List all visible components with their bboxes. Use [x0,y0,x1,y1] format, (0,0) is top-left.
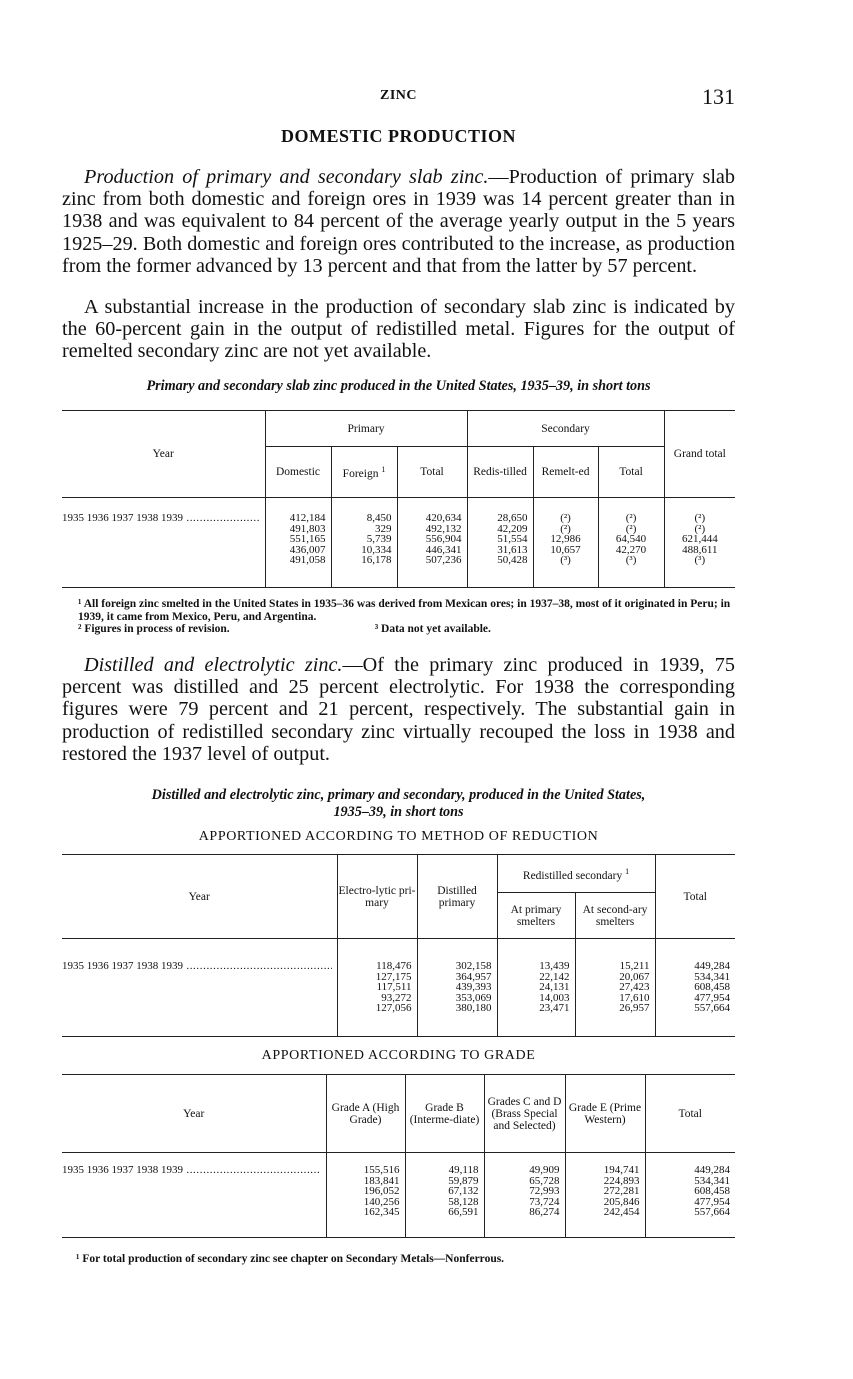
footnote-ref: 1 [381,465,386,475]
col-year: Year [183,1107,205,1120]
distilled-cells: 302,158 364,957 439,393 353,069 380,180 [417,939,497,1037]
col-grand-total: Grand total [664,411,735,498]
col-at-primary: At primary smelters [497,893,575,939]
paragraph-lead: Distilled and electrolytic zinc. [84,654,343,676]
col-primary-total: Total [397,447,467,498]
total-cells: 449,284 534,341 608,458 477,954 557,664 [655,939,735,1037]
col-grade-a: Grade A (High Grade) [326,1075,405,1153]
secondary-total-cells: (²) (²) 64,540 42,270 (³) [598,498,664,588]
year-cells: 1935 1936 1937 1938 1939 ..... [62,939,337,1037]
at-primary-cells: 13,439 22,142 24,131 14,003 23,471 [497,939,575,1037]
paragraph-text: —Of the primary zinc produced in 1939, 75 percent was distilled and 25 percent electrolytic. For 1938 the corresponding figures were 79 percent and 21 percent, respectively. The substantial gain in production of redistilled secondary zinc virtually recouped the loss in 1938 and restored the 1937 level of output. [62,654,735,765]
col-secondary-total: Total [598,447,664,498]
domestic-cells: 412,184 491,803 551,165 436,007 491,058 [265,498,331,588]
grand-total-cells: (²) (²) 621,444 488,611 (³) [664,498,735,588]
grade-a-cells: 155,516 183,841 196,052 140,256 162,345 [326,1153,405,1238]
at-secondary-cells: 15,211 20,067 27,423 17,610 26,957 [575,939,655,1037]
col-electrolytic: Electro-lytic pri-mary [337,855,417,939]
year-cells: 1935 1936 1937 1938 1939 ..... [62,1153,326,1238]
col-grade-b: Grade B (Interme-diate) [405,1075,484,1153]
col-at-secondary: At second-ary smelters [575,893,655,939]
col-year: Year [188,890,210,903]
table-grade [62,1074,735,1238]
grade-e-cells: 194,741 224,893 272,281 205,846 242,454 [565,1153,645,1238]
grade-b-cells: 49,118 59,879 67,132 58,128 66,591 [405,1153,484,1238]
running-title: ZINC [379,88,417,103]
caption-line: Distilled and electrolytic zinc, primary and secondary, produced in the United States, [151,787,646,803]
col-group-redistilled: Redistilled secondary $^1$ [497,855,655,893]
table3-subtitle: APPORTIONED ACCORDING TO GRADE [261,1048,536,1063]
section-title: DOMESTIC PRODUCTION [280,126,517,146]
table1-caption: Primary and secondary slab zinc produced in the United States, 1935–39, in short tons [146,378,651,394]
table2-caption [62,787,735,821]
paragraph-lead: Production of primary and secondary slab zinc. [84,166,489,188]
year-cells: 1935 1936 1937 1938 1939 ..... [62,498,265,588]
footnote-2: ² Figures in process of revision. [78,623,230,635]
footnote-3: ³ Data not yet available. [374,623,491,635]
paragraph-text: A substantial increase in the production of secondary slab zinc is indicated by the 60-percent gain in the output of redistilled metal. Figures for the output of remelted secondary zinc are not yet available. [62,296,735,363]
grade-cd-cells: 49,909 65,728 72,993 73,724 86,274 [484,1153,565,1238]
col-grade-e: Grade E (Prime Western) [565,1075,645,1153]
col-distilled: Distilled primary [417,855,497,939]
table2-subtitle: APPORTIONED ACCORDING TO METHOD OF REDUCTION [198,829,599,844]
paragraph-secondary [62,296,735,363]
col-total: Total [645,1075,735,1153]
paragraph-text: —Production of primary slab zinc from both domestic and foreign ores in 1939 was 14 percent greater than in 1938 and was equivalent to 84 percent of the average yearly output in the 5 years 1925–29. Both domestic and foreign ores contributed to the increase, as production from the former advanced by 13 percent and that from the latter by 57 percent. [62,166,735,277]
redistilled-cells: 28,650 42,209 51,554 31,613 50,428 [467,498,533,588]
col-total: Total [655,855,735,939]
paragraph-distilled [62,654,735,765]
col-year: Year [152,448,174,460]
col-group-primary: Primary [265,411,467,447]
col-grade-cd: Grades C and D (Brass Special and Selected) [484,1075,565,1153]
col-domestic: Domestic [265,447,331,498]
paragraph-slab-zinc [62,166,735,277]
page-number: 131 [702,84,735,109]
col-remelted: Remelt-ed [533,447,598,498]
table-slab-zinc [62,410,735,588]
footnote-ref: 1 [625,866,630,876]
table-method [62,854,735,1037]
table3-footnote: ¹ For total production of secondary zinc see chapter on Secondary Metals—Nonferrous. [76,1253,505,1265]
col-group-secondary: Secondary [467,411,664,447]
electrolytic-cells: 118,476 127,175 117,511 93,272 127,056 [337,939,417,1037]
col-foreign: Foreign $^1$ [331,447,397,498]
caption-line: 1935–39, in short tons [333,804,464,820]
remelted-cells: (²) (²) 12,986 10,657 (³) [533,498,598,588]
foreign-cells: 8,450 329 5,739 10,334 16,178 [331,498,397,588]
footnote-1: ¹ All foreign zinc smelted in the United States in 1935–36 was derived from Mexican ores; in 1937–38, most of it originated in Peru; in 1939, it came from Mexico, Peru, and Argentina. [78,598,731,623]
col-redistilled: Redis-tilled [467,447,533,498]
page-header [62,84,735,108]
primary-total-cells: 420,634 492,132 556,904 446,341 507,236 [397,498,467,588]
total-cells: 449,284 534,341 608,458 477,954 557,664 [645,1153,735,1238]
table1-footnotes [62,598,735,636]
